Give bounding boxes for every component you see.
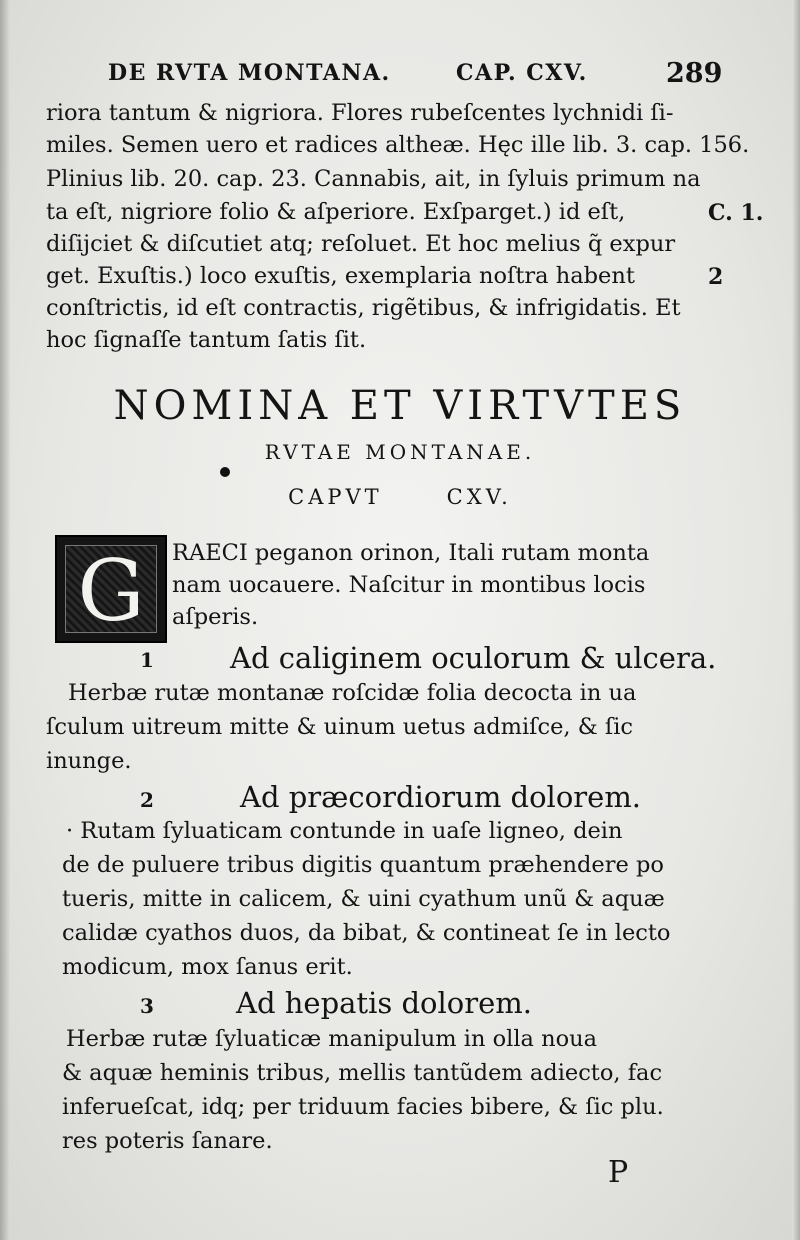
intro-line: nam uocauere. Naſcitur in montibus locis <box>172 572 646 598</box>
decorated-initial <box>55 535 167 643</box>
section-line: modicum, mox ſanus erit. <box>62 954 353 980</box>
section-line: Herbæ rutæ montanæ roſcidæ folia decocta in ua <box>68 680 637 706</box>
initial-letter: G <box>77 542 145 640</box>
section-line: res poteris ſanare. <box>62 1128 273 1154</box>
signature-mark: P <box>608 1155 629 1190</box>
chapter-subtitle: RVTAE MONTANAE. <box>264 440 536 464</box>
section-number: 1 <box>140 648 154 672</box>
section-line: inunge. <box>46 748 132 774</box>
section-heading: Ad hepatis dolorem. <box>236 986 532 1020</box>
page-number: 289 <box>666 58 723 89</box>
running-header-chapter: CAP. CXV. <box>456 60 588 86</box>
section-line: · Rutam ſyluaticam contunde in uaſe ligneo, dein <box>66 818 623 844</box>
text-line: get. Exuſtis.) loco exuſtis, exemplaria noſtra habent <box>46 263 635 289</box>
text-line: Plinius lib. 20. cap. 23. Cannabis, ait, in ſyluis primum na <box>46 166 701 192</box>
text-line: hoc ſignaſſe tantum ſatis ſit. <box>46 327 367 353</box>
caput-heading <box>0 485 800 509</box>
section-heading: Ad caliginem oculorum & ulcera. <box>230 641 717 675</box>
margin-note: 2 <box>708 264 724 290</box>
section-line: Herbæ rutæ ſyluaticæ manipulum in olla noua <box>66 1026 598 1052</box>
ink-dot <box>220 467 230 477</box>
section-line: & aquæ heminis tribus, mellis tantũdem adiecto, fac <box>62 1060 663 1086</box>
intro-line: RAECI peganon orinon, Itali rutam monta <box>172 540 650 566</box>
chapter-title: NOMINA ET VIRTVTES <box>113 383 687 429</box>
running-header-title: DE RVTA MONTANA. <box>108 60 391 86</box>
section-line: calidæ cyathos duos, da bibat, & contineat ſe in lecto <box>62 920 671 946</box>
section-line: tueris, mitte in calicem, & uini cyathum unũ & aquæ <box>62 886 665 912</box>
page-edge-right <box>792 0 800 1240</box>
section-line: inferueſcat, idq; per triduum facies bibere, & ſic plu. <box>62 1094 664 1120</box>
intro-line: aſperis. <box>172 604 259 630</box>
section-heading: Ad præcordiorum dolorem. <box>240 780 642 814</box>
text-line: diſijciet & diſcutiet atq; reſoluet. Et hoc melius q̃ expur <box>46 231 676 257</box>
caput-word: CAPVT <box>288 485 383 509</box>
text-line: miles. Semen uero et radices altheæ. Hęc ille lib. 3. cap. 156. <box>46 132 750 158</box>
text-line: conſtrictis, id eſt contractis, rigẽtibus, & infrigidatis. Et <box>46 295 681 321</box>
text-line: riora tantum & nigriora. Flores rubeſcentes lychnidi ſi- <box>46 100 674 126</box>
section-line: ſculum uitreum mitte & uinum uetus admiſce, & ſic <box>46 714 634 740</box>
caput-number: CXV. <box>446 485 512 509</box>
section-line: de de puluere tribus digitis quantum præhendere po <box>62 852 664 878</box>
section-number: 3 <box>140 994 154 1018</box>
text-line: ta eſt, nigriore folio & aſperiore. Exſparget.) id eſt, <box>46 199 626 225</box>
page-edge-left <box>0 0 10 1240</box>
section-number: 2 <box>140 788 154 812</box>
margin-note: C. 1. <box>708 200 764 226</box>
